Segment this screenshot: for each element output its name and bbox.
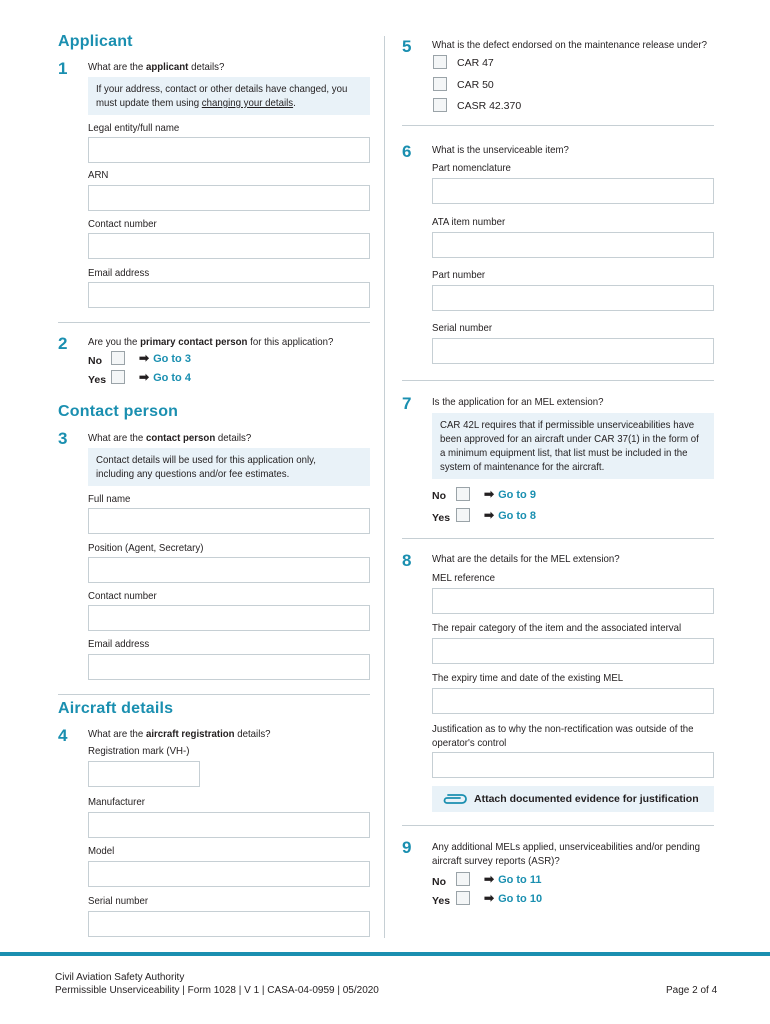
arrow-right-icon: ➡	[139, 351, 150, 365]
position-input[interactable]	[88, 557, 370, 583]
applicant-email-input[interactable]	[88, 282, 370, 308]
question-8-text: What are the details for the MEL extension?	[432, 553, 620, 565]
contact-number-input[interactable]	[88, 605, 370, 631]
q9-no-checkbox[interactable]	[456, 872, 470, 886]
field-label-arn: ARN	[88, 169, 109, 181]
question-number-4: 4	[58, 726, 68, 745]
field-label-mel-reference: MEL reference	[432, 572, 496, 584]
q9-no-goto: ➡ Go to 11	[484, 872, 542, 886]
arrow-right-icon: ➡	[139, 370, 150, 384]
repair-category-input[interactable]	[432, 638, 714, 664]
divider	[402, 380, 714, 381]
ata-item-number-input[interactable]	[432, 232, 714, 258]
question-number-6: 6	[402, 142, 412, 161]
footer-bar	[0, 952, 770, 956]
q7-no-checkbox[interactable]	[456, 487, 470, 501]
field-label-applicant-contact: Contact number	[88, 218, 157, 230]
question-number-9: 9	[402, 838, 412, 857]
q9-no-label: No	[432, 876, 446, 888]
section-heading-aircraft-details: Aircraft details	[58, 700, 174, 717]
divider	[58, 322, 370, 323]
expiry-time-input[interactable]	[432, 688, 714, 714]
question-number-7: 7	[402, 394, 412, 413]
paperclip-icon	[440, 793, 468, 805]
attach-evidence-button[interactable]	[432, 786, 714, 812]
mel-reference-input[interactable]	[432, 588, 714, 614]
divider	[58, 694, 370, 695]
applicant-note: If your address, contact or other details have changed, you must update them using changing your details.	[88, 77, 370, 115]
field-label-ata-item-number: ATA item number	[432, 216, 506, 228]
field-label-legal-entity: Legal entity/full name	[88, 122, 180, 134]
field-label-part-nomenclature: Part nomenclature	[432, 162, 511, 174]
field-label-part-number: Part number	[432, 269, 486, 281]
question-9-text: Any additional MELs applied, unserviceabilities and/or pending aircraft survey reports (ASR)?	[432, 841, 700, 867]
question-3-text: What are the contact person details?	[88, 432, 252, 444]
model-input[interactable]	[88, 861, 370, 887]
arrow-right-icon: ➡	[484, 508, 495, 522]
question-number-3: 3	[58, 429, 68, 448]
field-label-justification: Justification as to why the non-rectification was outside of the operator's control	[432, 723, 694, 749]
arrow-right-icon: ➡	[484, 891, 495, 905]
q7-no-goto: ➡ Go to 9	[484, 487, 536, 501]
arn-input[interactable]	[88, 185, 370, 211]
field-label-contact-email: Email address	[88, 638, 150, 650]
q2-no-goto: ➡ Go to 3	[139, 351, 191, 365]
question-4-text: What are the aircraft registration details?	[88, 728, 271, 740]
field-label-item-serial: Serial number	[432, 322, 493, 334]
full-name-input[interactable]	[88, 508, 370, 534]
justification-input[interactable]	[432, 752, 714, 778]
car-50-checkbox[interactable]	[433, 77, 447, 91]
q7-yes-label: Yes	[432, 512, 451, 524]
car-47-checkbox[interactable]	[433, 55, 447, 69]
field-label-position: Position (Agent, Secretary)	[88, 542, 204, 554]
field-label-contact-number: Contact number	[88, 590, 157, 602]
field-label-applicant-email: Email address	[88, 267, 150, 279]
aircraft-serial-input[interactable]	[88, 911, 370, 937]
question-2-text: Are you the primary contact person for this application?	[88, 336, 334, 348]
q9-yes-checkbox[interactable]	[456, 891, 470, 905]
question-number-2: 2	[58, 334, 68, 353]
casr-42-370-checkbox[interactable]	[433, 98, 447, 112]
item-serial-input[interactable]	[432, 338, 714, 364]
field-label-full-name: Full name	[88, 493, 131, 505]
footer-organisation: Civil Aviation Safety Authority	[55, 972, 185, 983]
q2-yes-label: Yes	[88, 374, 107, 386]
car-47-label: CAR 47	[457, 57, 494, 69]
arrow-right-icon: ➡	[484, 487, 495, 501]
divider	[402, 538, 714, 539]
q2-yes-goto: ➡ Go to 4	[139, 370, 191, 384]
field-label-aircraft-serial: Serial number	[88, 895, 149, 907]
question-5-text: What is the defect endorsed on the maintenance release under?	[432, 39, 707, 51]
question-1-text: What are the applicant details?	[88, 61, 225, 73]
footer-page-number: Page 2 of 4	[666, 985, 718, 996]
column-divider	[384, 36, 385, 938]
casr-42-370-label: CASR 42.370	[457, 100, 522, 112]
changing-details-link[interactable]: changing your details	[201, 97, 294, 109]
q9-yes-label: Yes	[432, 895, 451, 907]
field-label-model: Model	[88, 845, 115, 857]
part-number-input[interactable]	[432, 285, 714, 311]
car-50-label: CAR 50	[457, 79, 494, 91]
attach-evidence-label: Attach documented evidence for justification	[474, 793, 699, 805]
mel-note: CAR 42L requires that if permissible unserviceabilities have been approved for an aircraft under CAR 37(1) in the form of a minimum equipment list, that list must be included in the system of maintenance for the aircraft.	[432, 413, 714, 479]
section-heading-contact-person: Contact person	[58, 403, 179, 420]
question-number-8: 8	[402, 551, 412, 570]
divider	[402, 825, 714, 826]
q9-yes-goto: ➡ Go to 10	[484, 891, 543, 905]
question-7-text: Is the application for an MEL extension?	[432, 396, 604, 408]
footer-form-info: Permissible Unserviceability | Form 1028 | V 1 | CASA-04-0959 | 05/2020	[55, 985, 379, 996]
contact-email-input[interactable]	[88, 654, 370, 680]
manufacturer-input[interactable]	[88, 812, 370, 838]
section-heading-applicant: Applicant	[58, 33, 133, 50]
part-nomenclature-input[interactable]	[432, 178, 714, 204]
contact-note: Contact details will be used for this application only, including any questions and/or fee estimates.	[88, 448, 370, 486]
q7-yes-checkbox[interactable]	[456, 508, 470, 522]
q7-no-label: No	[432, 490, 446, 502]
applicant-contact-input[interactable]	[88, 233, 370, 259]
question-number-5: 5	[402, 37, 412, 56]
q2-yes-checkbox[interactable]	[111, 370, 125, 384]
question-6-text: What is the unserviceable item?	[432, 144, 569, 156]
question-number-1: 1	[58, 59, 68, 78]
q2-no-checkbox[interactable]	[111, 351, 125, 365]
registration-mark-input[interactable]	[88, 761, 200, 787]
field-label-expiry-time: The expiry time and date of the existing MEL	[432, 672, 624, 684]
q2-no-label: No	[88, 355, 102, 367]
arrow-right-icon: ➡	[484, 872, 495, 886]
field-label-registration-mark: Registration mark (VH-)	[88, 745, 190, 757]
field-label-repair-category: The repair category of the item and the associated interval	[432, 622, 682, 634]
divider	[402, 125, 714, 126]
q7-yes-goto: ➡ Go to 8	[484, 508, 536, 522]
field-label-manufacturer: Manufacturer	[88, 796, 145, 808]
legal-entity-input[interactable]	[88, 137, 370, 163]
